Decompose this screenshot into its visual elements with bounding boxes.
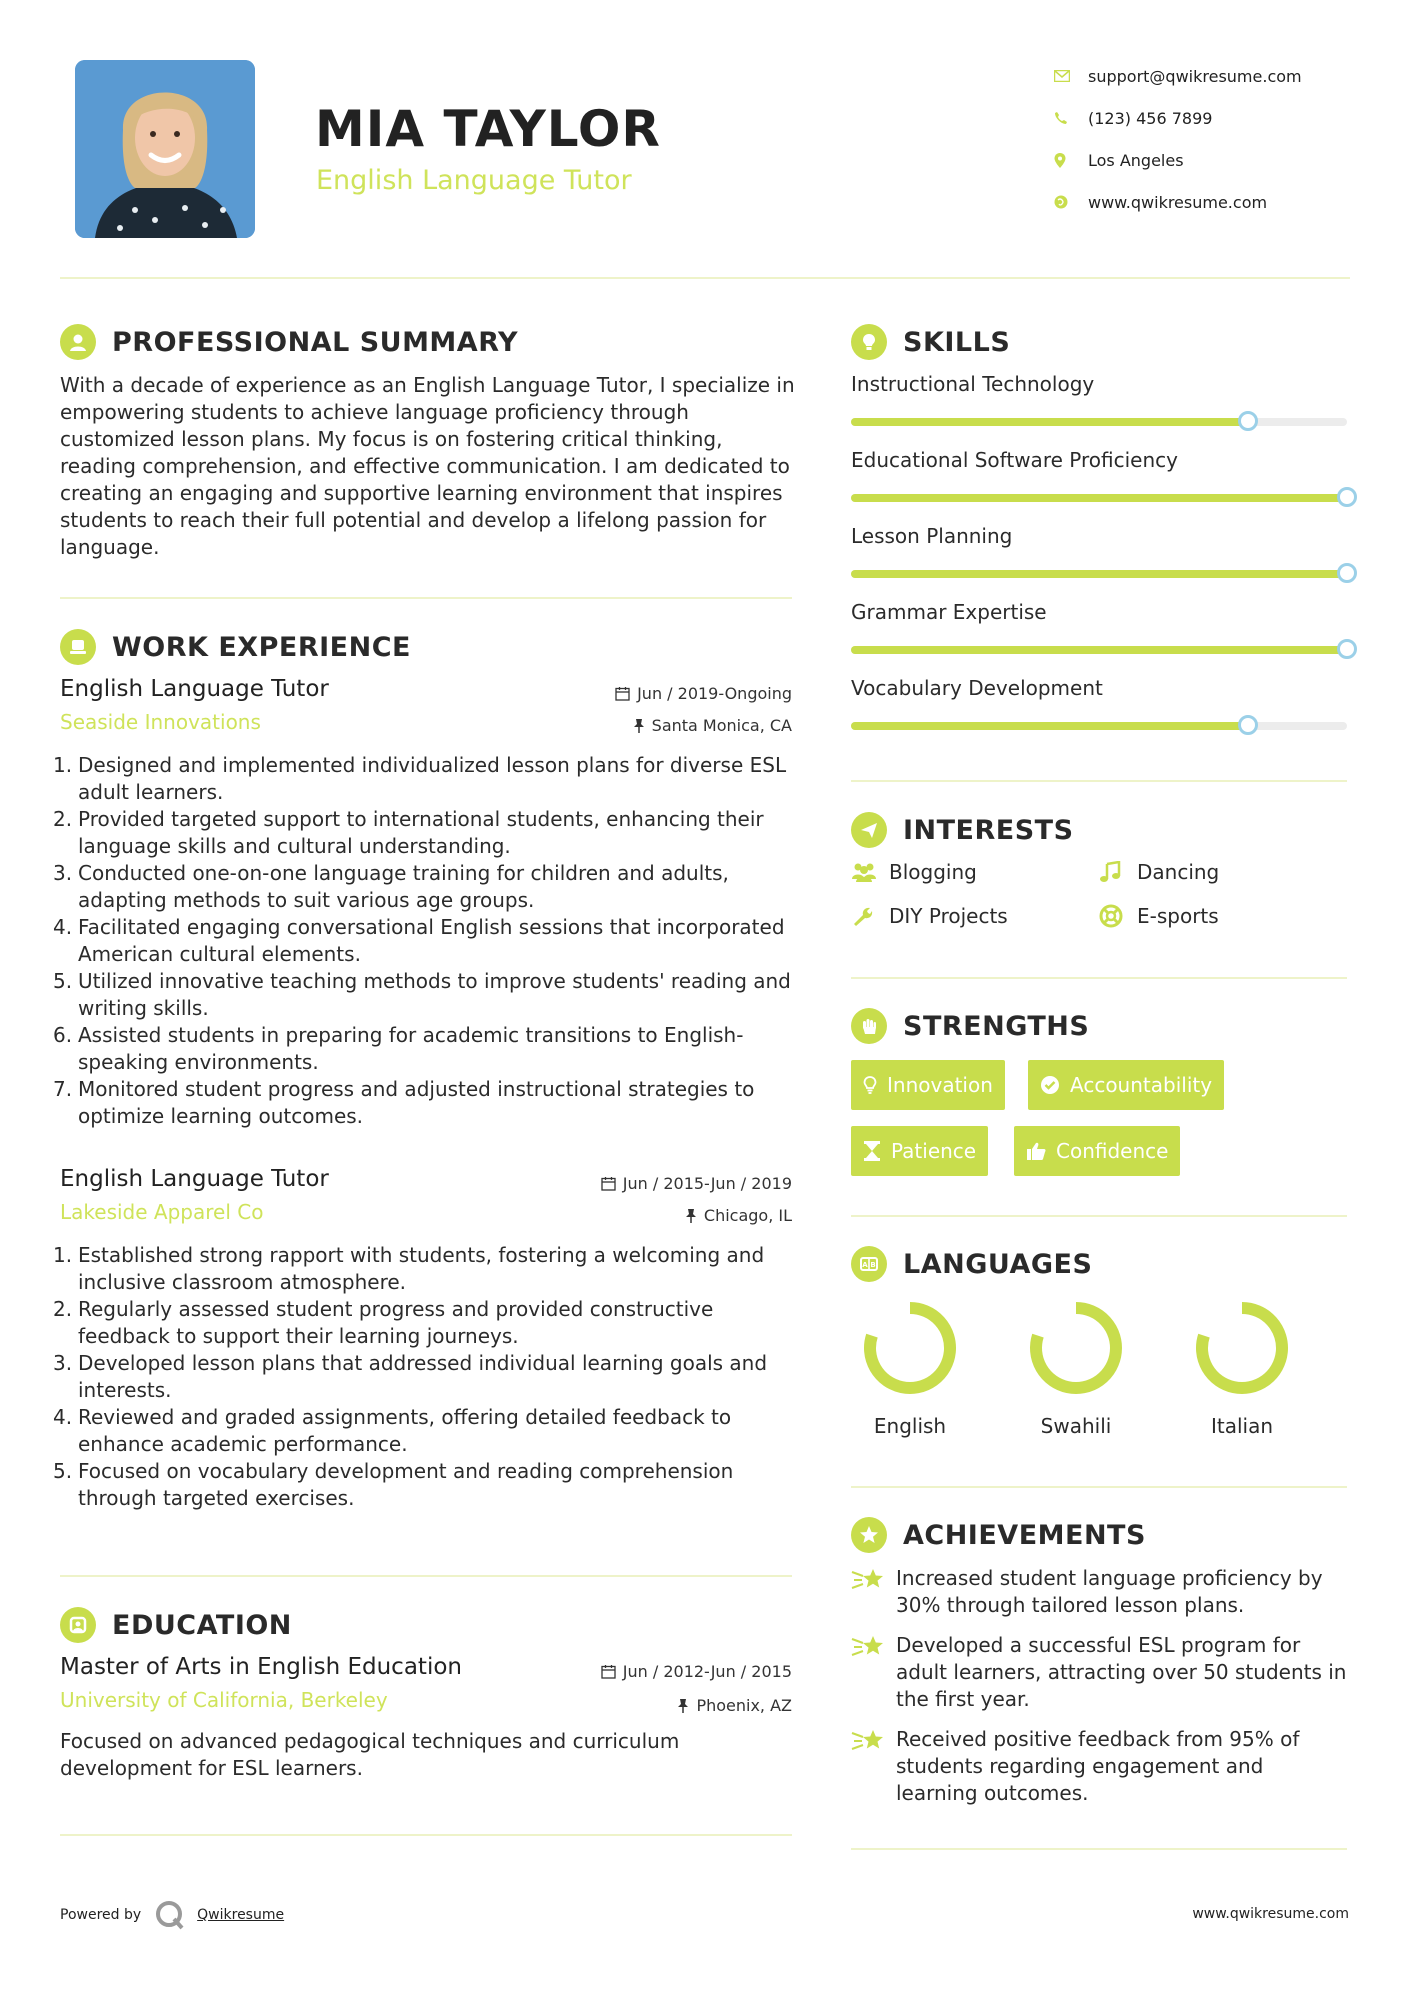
music-note-icon (1099, 861, 1129, 883)
skill-fill (851, 570, 1347, 578)
list-item: 2. Provided targeted support to international students, enhancing their language skills and cultural understanding. (53, 807, 764, 858)
skill-item (851, 448, 1346, 502)
achievements-heading (851, 1517, 1146, 1553)
paper-plane-icon (851, 812, 887, 848)
contact-email-text: support@qwikresume.com (1088, 66, 1302, 86)
summary-heading (60, 324, 518, 360)
skill-fill (851, 722, 1248, 730)
interests-title: INTERESTS (903, 814, 1074, 846)
education-school: University of California, Berkeley (60, 1688, 388, 1712)
shooting-star-icon (851, 1632, 896, 1713)
achievements-divider (851, 1848, 1347, 1850)
education-text: Focused on advanced pedagogical techniques and curriculum development for ESL learners. (60, 1729, 680, 1780)
list-item: 3. Developed lesson plans that addressed individual learning goals and interests. (53, 1351, 768, 1402)
pushpin-icon (685, 1208, 697, 1223)
job-location-text: Chicago, IL (703, 1206, 792, 1225)
strength-tag (851, 1126, 988, 1176)
languages-divider (851, 1486, 1347, 1488)
skill-knob (1238, 715, 1258, 735)
skill-name: Instructional Technology (851, 372, 1095, 396)
lightbulb-icon (851, 324, 887, 360)
summary-divider (60, 597, 792, 599)
skill-knob (1238, 411, 1258, 431)
skill-name: Educational Software Proficiency (851, 448, 1178, 472)
job-entry-2 (53, 1166, 792, 1512)
list-item: 3. Conducted one-on-one language training for children and adults, adapting methods to suit various age groups. (53, 861, 729, 912)
svg-text:A: A (862, 1261, 868, 1269)
job-title: English Language Tutor (60, 676, 329, 702)
pushpin-icon (677, 1698, 689, 1713)
skill-item (851, 676, 1346, 730)
job-date (615, 684, 792, 703)
education-location (677, 1696, 792, 1715)
job-bullets (53, 752, 792, 1130)
hourglass-icon (863, 1141, 881, 1161)
skill-fill (851, 418, 1248, 426)
contact-phone-text: (123) 456 7899 (1088, 108, 1213, 128)
qwikresume-logo-icon (155, 1900, 185, 1930)
header-divider (60, 277, 1350, 279)
job-company: Lakeside Apparel Co (60, 1200, 264, 1224)
job-date-text: Jun / 2019-Ongoing (637, 684, 792, 703)
calendar-icon (601, 1176, 616, 1191)
interest-label: E-sports (1137, 904, 1219, 928)
shooting-star-icon (851, 1565, 896, 1619)
contact-list (1050, 55, 1370, 223)
location-pin-icon (1050, 153, 1088, 168)
education-location-text: Phoenix, AZ (696, 1696, 792, 1715)
experience-title: WORK EXPERIENCE (112, 631, 411, 663)
languages-heading (851, 1246, 1092, 1282)
education-divider (60, 1834, 792, 1836)
language-gauge (1192, 1298, 1292, 1398)
language-item (1011, 1298, 1141, 1438)
strengths-title: STRENGTHS (903, 1010, 1090, 1042)
summary-text: With a decade of experience as an English Language Tutor, I specialize in empowering students to achieve language proficiency through customized lesson plans. My focus is on fostering critical thinking, reading comprehension, and effective communication. I am dedicated to creating an engaging and supportive learning environment that inspires students to reach their full potential and develop a lifelong passion for language. (60, 373, 795, 559)
education-heading (60, 1607, 292, 1643)
job-location-text: Santa Monica, CA (651, 716, 792, 735)
list-item: 1. Established strong rapport with students, fostering a welcoming and inclusive classroom atmosphere. (53, 1243, 765, 1294)
skill-name: Vocabulary Development (851, 676, 1103, 700)
job-date-text: Jun / 2015-Jun / 2019 (622, 1174, 792, 1193)
contact-website-text: www.qwikresume.com (1088, 192, 1268, 212)
achievement-text: Increased student language proficiency by 30% through tailored lesson plans. (896, 1566, 1323, 1617)
skill-name: Lesson Planning (851, 524, 1013, 548)
contact-location-text: Los Angeles (1088, 150, 1184, 170)
achievement-text: Developed a successful ESL program for adult learners, attracting over 50 students in the first year. (896, 1633, 1347, 1711)
footer-website[interactable]: www.qwikresume.com (1192, 1906, 1349, 1922)
job-bullets (53, 1242, 792, 1512)
education-degree: Master of Arts in English Education (60, 1654, 462, 1680)
strength-label: Confidence (1056, 1139, 1169, 1163)
phone-icon (1050, 111, 1088, 125)
interest-item (851, 860, 977, 884)
strength-tag (1028, 1060, 1224, 1110)
lifebuoy-icon (1099, 904, 1129, 928)
achievement-item (851, 1726, 1351, 1807)
footer-powered-by (60, 1900, 284, 1930)
calendar-icon (601, 1664, 616, 1679)
language-item (845, 1298, 975, 1438)
experience-heading (60, 629, 411, 665)
education-entry (60, 1654, 792, 1782)
experience-divider (60, 1575, 792, 1577)
interest-label: DIY Projects (889, 904, 1008, 928)
interest-item (1099, 904, 1219, 928)
language-item (1177, 1298, 1307, 1438)
strength-label: Innovation (887, 1073, 993, 1097)
skill-item (851, 524, 1346, 578)
language-name: Italian (1210, 1414, 1274, 1438)
skill-bar (851, 494, 1347, 502)
raised-fist-icon (851, 1008, 887, 1044)
job-location (633, 716, 792, 735)
interests-heading (851, 812, 1074, 848)
calendar-icon (615, 686, 630, 701)
people-icon (851, 862, 881, 882)
education-date (601, 1662, 792, 1681)
strength-tag (851, 1060, 1005, 1110)
brand-link[interactable]: Qwikresume (197, 1907, 285, 1923)
interests-divider (851, 977, 1347, 979)
education-date-text: Jun / 2012-Jun / 2015 (622, 1662, 792, 1681)
list-item: 4. Facilitated engaging conversational English sessions that incorporated American cultural elements. (53, 915, 785, 966)
education-title: EDUCATION (112, 1609, 292, 1641)
interest-label: Dancing (1137, 860, 1220, 884)
skill-bar (851, 646, 1347, 654)
summary-title: PROFESSIONAL SUMMARY (112, 326, 519, 358)
skill-item (851, 600, 1346, 654)
wrench-icon (851, 905, 881, 927)
contact-email[interactable] (1050, 55, 1370, 97)
candidate-role: English Language Tutor (316, 165, 632, 196)
powered-by-label: Powered by (60, 1907, 142, 1923)
list-item: 2. Regularly assessed student progress and provided constructive feedback to support their learning journeys. (53, 1297, 714, 1348)
language-icon (851, 1246, 887, 1282)
skills-heading (851, 324, 1010, 360)
skill-bar (851, 418, 1347, 426)
check-circle-icon (1040, 1075, 1060, 1095)
list-item: 1. Designed and implemented individualized lesson plans for diverse ESL adult learners. (53, 753, 787, 804)
strength-label: Accountability (1070, 1073, 1213, 1097)
interest-item (851, 904, 1008, 928)
skill-bar (851, 570, 1347, 578)
list-item: 5. Utilized innovative teaching methods to improve students' reading and writing skills. (53, 969, 791, 1020)
achievement-item (851, 1632, 1351, 1713)
language-gauge (1026, 1298, 1126, 1398)
skills-divider (851, 780, 1347, 782)
job-company: Seaside Innovations (60, 710, 261, 734)
svg-text:B: B (870, 1261, 876, 1269)
profile-photo (75, 60, 255, 238)
job-entry-1 (53, 676, 792, 1130)
pushpin-icon (633, 718, 645, 733)
list-item: 7. Monitored student progress and adjusted instructional strategies to optimize learning outcomes. (53, 1077, 755, 1128)
skill-knob (1337, 487, 1357, 507)
briefcase-icon (60, 629, 96, 665)
skill-knob (1337, 563, 1357, 583)
language-name: English (873, 1414, 947, 1438)
list-item: 6. Assisted students in preparing for academic transitions to English-speaking environments. (53, 1023, 744, 1074)
language-name: Swahili (1040, 1414, 1112, 1438)
interest-item (1099, 860, 1219, 884)
contact-website[interactable] (1050, 181, 1370, 223)
contact-location (1050, 139, 1370, 181)
candidate-name: MIA TAYLOR (315, 100, 661, 158)
star-badge-icon (851, 1517, 887, 1553)
skill-fill (851, 494, 1347, 502)
skills-title: SKILLS (903, 326, 1011, 358)
skill-item (851, 372, 1346, 426)
job-date (601, 1174, 792, 1193)
strength-label: Patience (891, 1139, 977, 1163)
contact-phone[interactable] (1050, 97, 1370, 139)
shooting-star-icon (851, 1726, 896, 1807)
lightbulb-icon (863, 1076, 877, 1094)
skill-fill (851, 646, 1347, 654)
languages-title: LANGUAGES (903, 1248, 1093, 1280)
language-gauge (860, 1298, 960, 1398)
list-item: 4. Reviewed and graded assignments, offering detailed feedback to enhance academic performance. (53, 1405, 732, 1456)
job-title: English Language Tutor (60, 1166, 329, 1192)
list-item: 5. Focused on vocabulary development and reading comprehension through targeted exercises. (53, 1459, 734, 1510)
skill-knob (1337, 639, 1357, 659)
thumbs-up-icon (1026, 1141, 1046, 1161)
graduate-icon (60, 1607, 96, 1643)
achievements-title: ACHIEVEMENTS (903, 1519, 1146, 1551)
skill-name: Grammar Expertise (851, 600, 1047, 624)
strengths-heading (851, 1008, 1089, 1044)
skill-bar (851, 722, 1347, 730)
email-icon (1050, 70, 1088, 82)
strength-tag (1014, 1126, 1180, 1176)
interest-label: Blogging (889, 860, 977, 884)
strengths-divider (851, 1215, 1347, 1217)
globe-icon (1050, 195, 1088, 209)
achievement-text: Received positive feedback from 95% of students regarding engagement and learning outcomes. (896, 1727, 1300, 1805)
achievement-item (851, 1565, 1351, 1619)
user-icon (60, 324, 96, 360)
job-location (685, 1206, 792, 1225)
